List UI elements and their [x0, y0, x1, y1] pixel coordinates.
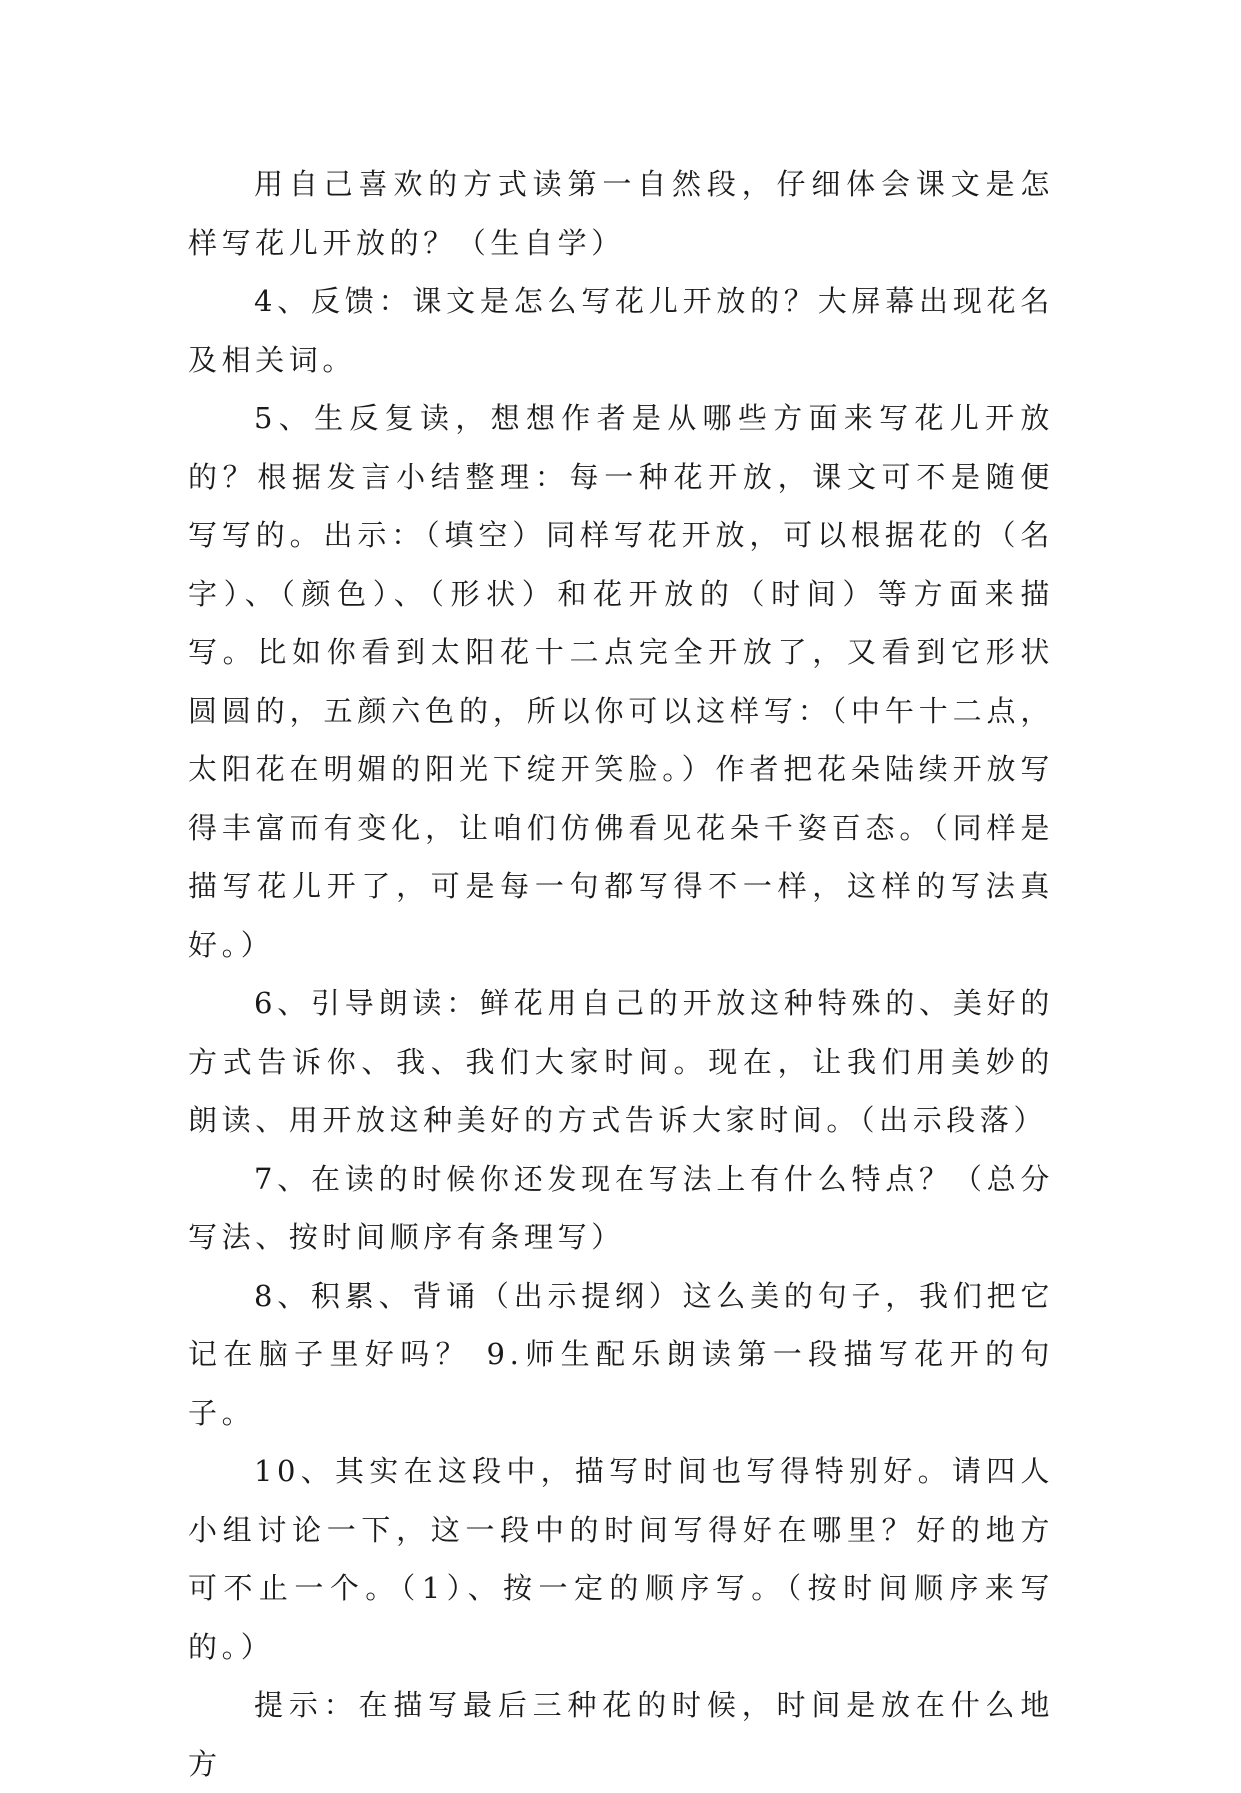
- paragraph-step-10: 10、其实在这段中，描写时间也写得特别好。请四人小组讨论一下，这一段中的时间写得好在哪里？好的地方可不止一个。（1）、按一定的顺序写。（按时间顺序来写的。）: [188, 1454, 1054, 1664]
- paragraph-intro-reading: 用自己喜欢的方式读第一自然段，仔细体会课文是怎样写花儿开放的？（生自学）: [188, 167, 1054, 260]
- document-body: [188, 155, 1054, 1793]
- paragraph-step-5: 5、生反复读，想想作者是从哪些方面来写花儿开放的？根据发言小结整理：每一种花开放，课文可不是随便写写的。出示：（填空）同样写花开放，可以根据花的（名字）、（颜色）、（形状）和花开放的（时间）等方面来描写。比如你看到太阳花十二点完全开放了，又看到它形状圆圆的，五颜六色的，所以你可以这样写：（中午十二点，太阳花在明媚的阳光下绽开笑脸。）作者把花朵陆续开放写得丰富而有变化，让咱们仿佛看见花朵千姿百态。（同样是描写花儿开了，可是每一句都写得不一样，这样的写法真好。）: [188, 401, 1054, 962]
- paragraph-hint: 提示：在描写最后三种花的时候，时间是放在什么地方: [188, 1688, 1054, 1781]
- paragraph-step-7: 7、在读的时候你还发现在写法上有什么特点？（总分写法、按时间顺序有条理写）: [188, 1161, 1054, 1254]
- paragraph-step-4: 4、反馈：课文是怎么写花儿开放的？大屏幕出现花名及相关词。: [188, 284, 1054, 377]
- paragraph-step-8-9: 8、积累、背诵（出示提纲）这么美的句子，我们把它记在脑子里好吗？ 9.师生配乐朗读第一段描写花开的句子。: [188, 1278, 1054, 1430]
- paragraph-step-6: 6、引导朗读：鲜花用自己的开放这种特殊的、美好的方式告诉你、我、我们大家时间。现在，让我们用美妙的朗读、用开放这种美好的方式告诉大家时间。（出示段落）: [188, 986, 1054, 1137]
